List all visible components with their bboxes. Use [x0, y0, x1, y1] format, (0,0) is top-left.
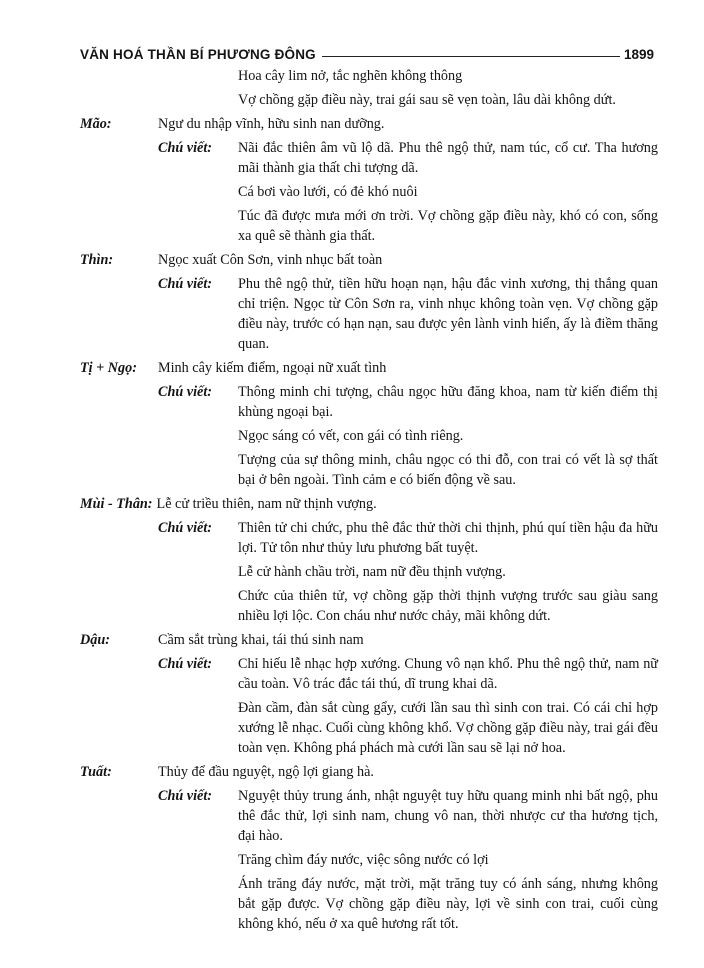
- entry-mao: [80, 114, 658, 246]
- note-text: Nãi đắc thiên âm vũ lộ dã. Phu thê ngộ thử, nam túc, cổ cư. Tha hương mãi thành gia thất chi tượng dã.: [238, 140, 658, 176]
- note-label: Chú viết:: [158, 140, 212, 156]
- running-header: [80, 40, 654, 62]
- entry-label: Tuất:: [80, 764, 112, 780]
- entry-thin: [80, 250, 658, 354]
- note-label: Chú viết:: [158, 384, 212, 400]
- note-text: Chỉ hiếu lễ nhạc hợp xướng. Chung vô nạn khổ. Phu thê ngộ thử, nam nữ cầu toàn. Vô trác đắc tái thú, dĩ trung khai dã.: [238, 656, 658, 692]
- page-number: 1899: [623, 47, 654, 62]
- translation-paragraph: Ánh trăng đáy nước, mặt trời, mặt trăng tuy có ánh sáng, nhưng không bắt gặp được. Vợ chồng gặp điều này, lợi về sinh con trai, cuối cùng không khó, nếu ở xa quê hương rất tốt.: [238, 876, 658, 932]
- translation-paragraph: Tượng của sự thông minh, châu ngọc có thi đỗ, con trai có vết là sợ thất bại ở bên ngoài. Tình cảm e có biến động về sau.: [238, 452, 658, 488]
- note-label: Chú viết:: [158, 520, 212, 536]
- translation-paragraph: Chức của thiên tử, vợ chồng gặp thời thịnh vượng trước sau giàu sang nhiều lợi lộc. Con cháu như nước chảy, mãi không dứt.: [238, 588, 658, 624]
- translation-paragraph: Trăng chìm đáy nước, việc sông nước có lợi: [238, 852, 489, 868]
- book-title: VĂN HOÁ THẦN BÍ PHƯƠNG ĐÔNG: [80, 47, 316, 62]
- intro-line: Vợ chồng gặp điều này, trai gái sau sẽ vẹn toàn, lâu dài không dứt.: [238, 92, 616, 108]
- page-body: [80, 66, 658, 938]
- entry-label: Thìn:: [80, 252, 114, 268]
- entry-text: Cầm sắt trùng khai, tái thú sinh nam: [158, 632, 364, 648]
- note-text: Thông minh chi tượng, châu ngọc hữu đăng khoa, nam từ kiến điểm thị khùng ngoại bại.: [238, 384, 658, 420]
- note-label: Chú viết:: [158, 276, 212, 292]
- note-label: Chú viết:: [158, 788, 212, 804]
- entry-ti-ngo: [80, 358, 658, 490]
- translation-paragraph: Đàn cầm, đàn sắt cùng gẩy, cưới lần sau thì sinh con trai. Có cái chỉ hợp xướng lễ nhạc. Cuối cùng không khổ. Vợ chồng gặp điều này, trai gái đều toàn vẹn. Không phá phách mà cưới lần sau sẽ lại nở hoa.: [238, 700, 658, 756]
- note-text: Thiên tử chi chức, phu thê đắc thử thời chi thịnh, phú quí tiền hậu đa hữu lợi. Tử tôn như thủy lưu phương bất tuyệt.: [238, 520, 658, 556]
- note-text: Phu thê ngộ thử, tiền hữu hoạn nạn, hậu đắc vinh xương, thị thắng quan chỉ triện. Ngọc từ Côn Sơn ra, vinh nhục không toàn vẹn. Vợ chồng gặp điều này, trước có hạn nạn, sau được yên lành vinh hiển, ấy là điềm thăng quan.: [238, 276, 658, 352]
- entry-label: Tị + Ngọ:: [80, 360, 137, 376]
- header-rule: [322, 56, 620, 57]
- entry-label: Dậu:: [80, 632, 110, 648]
- translation-paragraph: Ngọc sáng có vết, con gái có tình riêng.: [238, 428, 464, 444]
- translation-paragraph: Túc đã được mưa mới ơn trời. Vợ chồng gặp điều này, khó có con, sống xa quê sẽ thành gia thất.: [238, 208, 658, 244]
- note-text: Nguyệt thủy trung ánh, nhật nguyệt tuy hữu quang minh nhi bất ngộ, phu thê đắc thử, lợi sinh nam, chung vô nan, thời nhược cư tha hương tịch, đại hào.: [238, 788, 658, 844]
- entry-mui-than: [80, 494, 658, 626]
- entry-text: Ngư du nhập vĩnh, hữu sinh nan dưỡng.: [158, 116, 385, 132]
- entry-label: Mùi - Thân:: [80, 496, 153, 512]
- translation-paragraph: Lễ cử hành chầu trời, nam nữ đều thịnh vượng.: [238, 564, 506, 580]
- intro-line: Hoa cây lim nở, tắc nghẽn không thông: [238, 68, 463, 84]
- entry-text: Ngọc xuất Côn Sơn, vinh nhục bất toàn: [158, 252, 383, 268]
- note-label: Chú viết:: [158, 656, 212, 672]
- entry-text: Lễ cử triều thiên, nam nữ thịnh vượng.: [156, 496, 377, 512]
- translation-paragraph: Cá bơi vào lưới, có đẻ khó nuôi: [238, 184, 418, 200]
- entry-dau: [80, 630, 658, 758]
- entry-label: Mão:: [80, 116, 112, 132]
- entry-text: Thủy để đầu nguyệt, ngộ lợi giang hà.: [158, 764, 374, 780]
- entry-tuat: [80, 762, 658, 934]
- entry-text: Minh cây kiếm điểm, ngoại nữ xuất tình: [158, 360, 387, 376]
